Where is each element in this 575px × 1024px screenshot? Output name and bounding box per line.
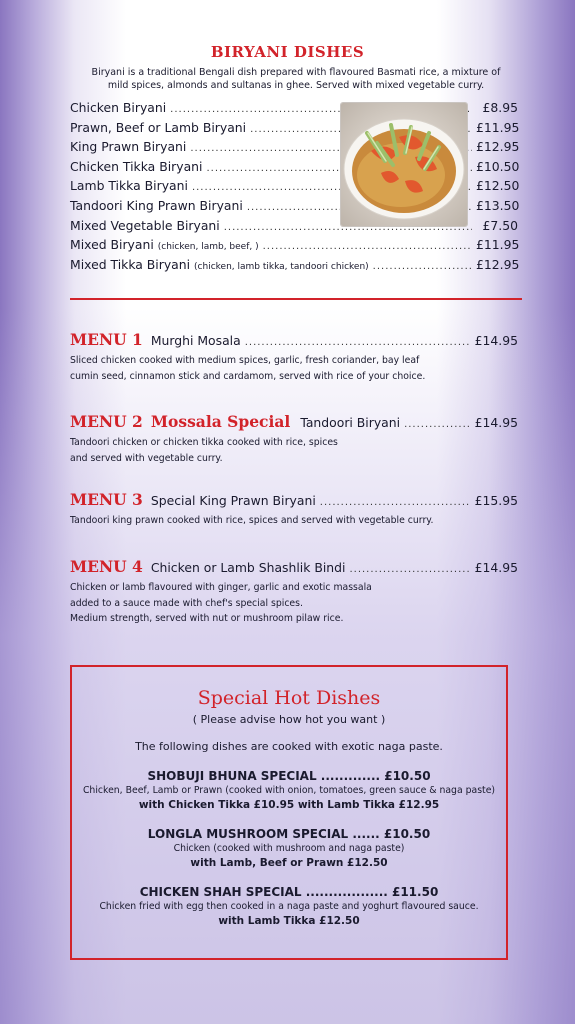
dot-leader [263, 241, 472, 252]
dot-leader [320, 497, 471, 508]
dish-price: £8.95 [482, 100, 518, 115]
dish-note: (chicken, lamb, beef, ) [157, 242, 259, 253]
dot-leader [245, 337, 471, 348]
hot-dish-head: SHOBUJI BHUNA SPECIAL ............. £10.50 [147, 769, 431, 783]
menu-label: MENU 3 [70, 490, 143, 509]
section-divider [70, 298, 522, 300]
menu-label: MENU 4 [70, 557, 143, 576]
menu-label: MENU 2 [70, 412, 143, 431]
dish-name: Lamb Tikka Biryani [70, 178, 188, 194]
hot-dish-desc: Chicken, Beef, Lamb or Prawn (cooked with onion, tomatoes, green sauce & naga paste) [82, 785, 496, 796]
dish-price: £12.95 [476, 139, 520, 155]
menu-price: £14.95 [474, 333, 518, 348]
biryani-title: BIRYANI DISHES [210, 43, 365, 61]
dot-leader [404, 419, 471, 430]
biryani-photo [341, 103, 467, 226]
menu-price: £15.95 [474, 493, 518, 508]
dish-price: £12.95 [476, 256, 520, 272]
hot-dish-head: CHICKEN SHAH SPECIAL .................. £11.50 [139, 885, 439, 899]
dish-name: Chicken Biryani [70, 100, 167, 115]
dish-name-text: Mixed Biryani [70, 237, 154, 253]
description-line: added to a sauce made with chef's special spices. [70, 597, 303, 609]
menu-header [70, 490, 518, 509]
menu-row [70, 257, 518, 277]
hot-dish [72, 769, 506, 811]
menu-description [70, 435, 518, 466]
dish-price: £11.95 [476, 237, 520, 253]
menu-description [70, 353, 518, 384]
dish-name: Mixed Vegetable Biryani [70, 217, 220, 233]
hot-dish-desc: Chicken fried with egg then cooked in a naga paste and yoghurt flavoured sauce. [99, 901, 479, 912]
hot-dish-extra: with Chicken Tikka £10.95 with Lamb Tikka £12.95 [138, 799, 440, 811]
menu-header [70, 330, 518, 349]
dot-leader [373, 261, 472, 272]
hot-dishes-title: Special Hot Dishes [197, 687, 381, 709]
description-line: Medium strength, served with nut or mushroom pilaw rice. [70, 613, 344, 624]
menu-header [70, 557, 518, 576]
description-line: cumin seed, cinnamon stick and cardamom, served with rice of your choice. [70, 370, 426, 382]
menu-dish: Special King Prawn Biryani [150, 493, 316, 508]
set-menu-1 [70, 330, 518, 384]
dish-name: Chicken Tikka Biryani [70, 158, 203, 174]
description-line: Chicken or lamb flavoured with ginger, garlic and exotic massala [70, 582, 372, 593]
biryani-intro [70, 66, 522, 92]
hot-dishes-intro: The following dishes are cooked with exotic naga paste. [135, 740, 443, 753]
description-line: Tandoori chicken or chicken tikka cooked with rice, spices [70, 437, 338, 448]
menu-dish: Tandoori Biryani [300, 415, 401, 430]
dish-name: King Prawn Biryani [70, 139, 187, 155]
intro-line: Biryani is a traditional Bengali dish prepared with flavoured Basmati rice, a mixture of [91, 67, 501, 78]
menu-dish: Murghi Mosala [150, 333, 241, 348]
dish-name: Tandoori King Prawn Biryani [70, 197, 243, 213]
dish-name: Prawn, Beef or Lamb Biryani [70, 119, 247, 135]
intro-line: mild spices, almonds and sultanas in ghee. Served with mixed vegetable curry. [107, 80, 485, 91]
dot-leader [349, 564, 470, 575]
menu-header [70, 412, 518, 431]
menu-price: £14.95 [474, 415, 518, 430]
hot-dish [72, 885, 506, 927]
menu-subtitle: Mossala Special [150, 412, 291, 431]
set-menu-3 [70, 490, 518, 529]
hot-dish-extra: with Lamb, Beef or Prawn £12.50 [190, 857, 388, 869]
dish-note: (chicken, lamb tikka, tandoori chicken) [194, 261, 369, 272]
menu-description [70, 513, 518, 529]
hot-dish-head: LONGLA MUSHROOM SPECIAL ...... £10.50 [147, 827, 431, 841]
menu-dish: Chicken or Lamb Shashlik Bindi [150, 560, 346, 575]
dish-price: £11.95 [476, 119, 520, 135]
description-line: and served with vegetable curry. [70, 452, 223, 464]
set-menu-2 [70, 412, 518, 466]
hot-dish [72, 827, 506, 869]
hot-dish-desc: Chicken (cooked with mushroom and naga paste) [173, 843, 405, 854]
set-menu-4 [70, 557, 518, 627]
dish-name-text: Mixed Tikka Biryani [70, 256, 191, 272]
description-line: Tandoori king prawn cooked with rice, spices and served with vegetable curry. [70, 515, 434, 526]
menu-price: £14.95 [474, 560, 518, 575]
dish-price: £12.50 [476, 178, 520, 194]
menu-row [70, 237, 518, 257]
special-hot-dishes-box [70, 665, 508, 960]
hot-dish-extra: with Lamb Tikka £12.50 [218, 915, 360, 927]
menu-description [70, 580, 518, 627]
description-line: Sliced chicken cooked with medium spices, garlic, fresh coriander, bay leaf [70, 355, 420, 366]
dish-name [70, 237, 259, 252]
menu-label: MENU 1 [70, 330, 143, 349]
dish-price: £7.50 [482, 217, 518, 233]
hot-dishes-note: ( Please advise how hot you want ) [192, 713, 386, 726]
dish-price: £10.50 [476, 158, 520, 174]
dish-price: £13.50 [476, 197, 520, 213]
dish-name [70, 257, 369, 272]
